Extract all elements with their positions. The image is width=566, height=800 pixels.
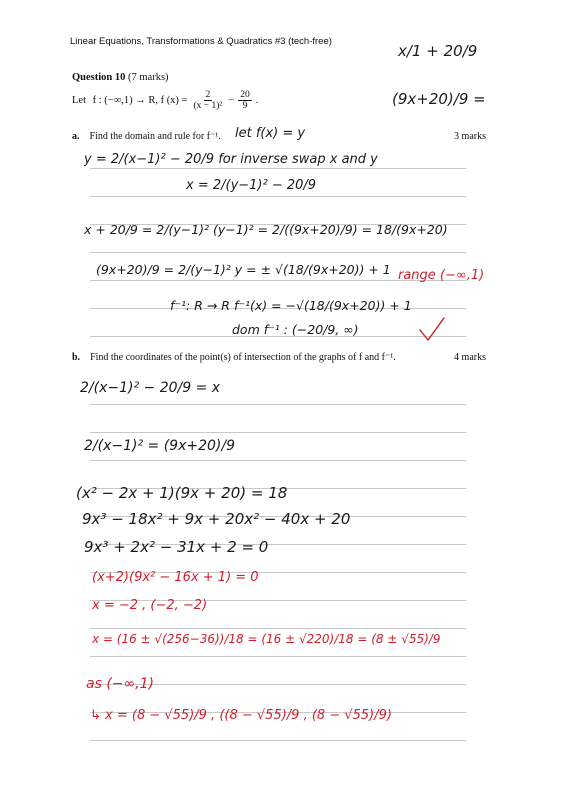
answer-line: [90, 740, 466, 741]
fraction-1: [191, 90, 224, 111]
answer-line: [90, 628, 466, 629]
handwritten-b2: 2/(x−1)² = (9x+20)/9: [84, 438, 235, 454]
handwritten-b7: x = −2 , (−2, −2): [92, 598, 208, 613]
fraction-1-num: 2: [205, 90, 211, 100]
fraction-1-den: (x − 1)²: [193, 101, 223, 111]
part-a-marks: 3 marks: [454, 131, 486, 142]
handwritten-a4-range: range (−∞,1): [398, 268, 485, 283]
handwritten-corner-2: (9x+20)/9 =: [392, 90, 486, 108]
handwritten-a5: f⁻¹: R → R f⁻¹(x) = −√(18/(9x+20)) + 1: [170, 298, 412, 313]
handwritten-b3: (x² − 2x + 1)(9x + 20) = 18: [76, 484, 288, 502]
fraction-2-num: 20: [240, 90, 250, 100]
handwritten-b9: as (−∞,1): [86, 676, 154, 692]
handwritten-a4: (9x+20)/9 = 2/(y−1)² y = ± √(18/(9x+20)) + 1: [96, 262, 391, 277]
handwritten-b4: 9x³ − 18x² + 9x + 20x² − 40x + 20: [82, 510, 351, 528]
function-definition: [72, 90, 258, 111]
part-b-marks: 4 marks: [454, 352, 486, 363]
answer-line: [90, 252, 466, 253]
question-label: Question 10: [72, 72, 126, 83]
part-a-text: Find the domain and rule for f⁻¹.: [89, 131, 221, 142]
handwritten-b6: (x+2)(9x² − 16x + 1) = 0: [92, 570, 259, 585]
part-a-letter: a.: [72, 131, 80, 142]
fraction-2-den: 9: [242, 101, 248, 111]
handwritten-corner-1: x/1 + 20/9: [398, 42, 478, 60]
period: .: [255, 95, 259, 106]
answer-line: [90, 656, 466, 657]
question-marks: (7 marks): [128, 72, 169, 83]
answer-line: [90, 404, 466, 405]
minus-sign: −: [228, 95, 235, 106]
part-b-letter: b.: [72, 352, 81, 363]
handwritten-a3: x + 20/9 = 2/(y−1)² (y−1)² = 2/((9x+20)/9) = 18/(9x+20): [84, 222, 448, 237]
answer-line: [90, 460, 466, 461]
part-a-prompt: [72, 131, 221, 142]
part-b-text: Find the coordinates of the point(s) of intersection of the graphs of f and f⁻¹.: [90, 352, 396, 363]
answer-line: [90, 432, 466, 433]
fraction-2: [238, 90, 252, 111]
answer-line: [90, 168, 466, 169]
function-mapping: f : (−∞,1) → R, f (x) =: [92, 95, 188, 106]
handwritten-a6: dom f⁻¹ : (−20/9, ∞): [232, 322, 359, 337]
handwritten-b1: 2/(x−1)² − 20/9 = x: [80, 380, 221, 396]
handwritten-b10: ↳ x = (8 − √55)/9 , ((8 − √55)/9 , (8 − √55)/9): [90, 708, 392, 723]
page-header: Linear Equations, Transformations & Quadratics #3 (tech-free): [70, 36, 332, 47]
handwritten-note-a: let f(x) = y: [235, 126, 306, 141]
let-word: Let: [72, 95, 86, 106]
handwritten-b8: x = (16 ± √(256−36))/18 = (16 ± √220)/18 = (8 ± √55)/9: [92, 632, 441, 646]
handwritten-a1: y = 2/(x−1)² − 20/9 for inverse swap x and y: [84, 152, 378, 167]
handwritten-a2: x = 2/(y−1)² − 20/9: [186, 178, 317, 193]
answer-line: [90, 196, 466, 197]
part-b-prompt: [72, 352, 396, 363]
question-title: [72, 72, 169, 83]
handwritten-b5: 9x³ + 2x² − 31x + 2 = 0: [84, 538, 269, 556]
